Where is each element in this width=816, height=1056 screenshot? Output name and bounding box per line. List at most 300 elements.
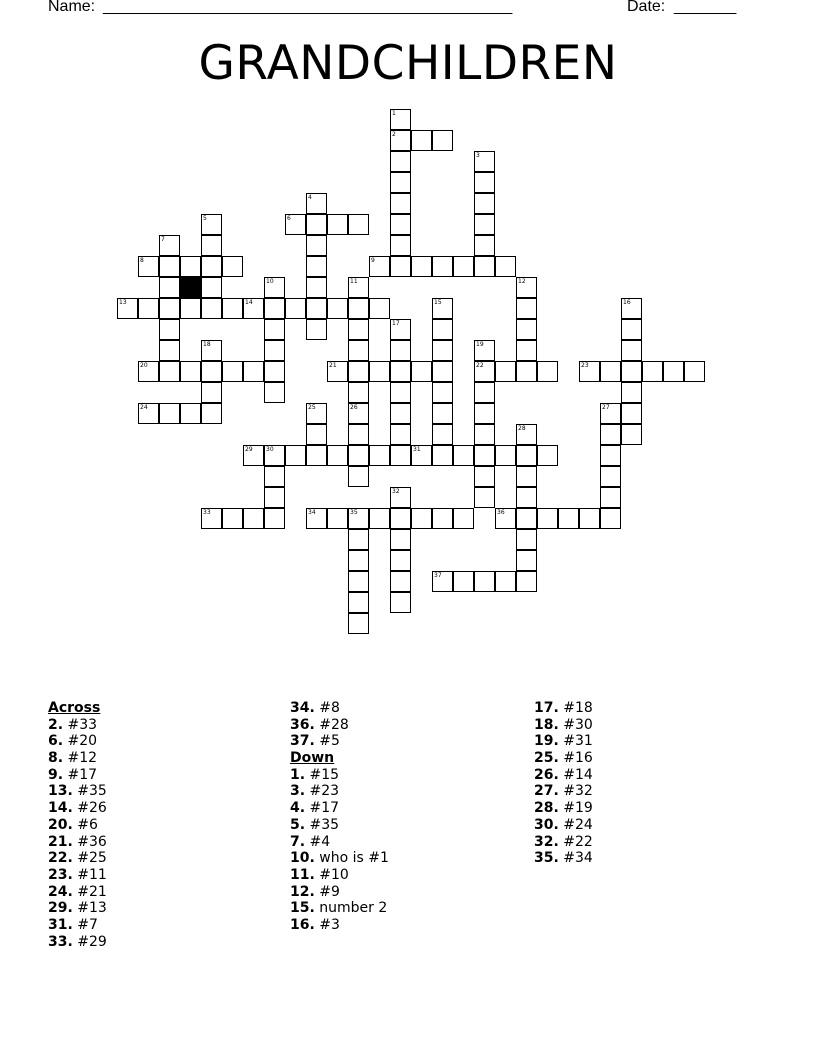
grid-cell[interactable] bbox=[327, 214, 348, 235]
grid-cell[interactable] bbox=[390, 193, 411, 214]
clue-item bbox=[48, 900, 107, 917]
grid-cell[interactable] bbox=[537, 508, 558, 529]
grid-cell[interactable] bbox=[516, 298, 537, 319]
clue-item bbox=[534, 850, 593, 867]
clue-text: #12 bbox=[67, 750, 98, 767]
grid-cell[interactable] bbox=[474, 382, 495, 403]
grid-cell[interactable] bbox=[264, 361, 285, 382]
grid-cell[interactable] bbox=[348, 466, 369, 487]
grid-cell[interactable] bbox=[201, 361, 222, 382]
grid-cell[interactable] bbox=[180, 256, 201, 277]
clue-number-label: 19 bbox=[476, 341, 484, 348]
clue-number: 19. bbox=[534, 733, 559, 750]
grid-cell[interactable] bbox=[474, 256, 495, 277]
clue-text: #30 bbox=[563, 716, 593, 733]
grid-cell[interactable] bbox=[369, 361, 390, 382]
clue-number-label: 33 bbox=[203, 509, 211, 516]
grid-cell[interactable] bbox=[516, 571, 537, 592]
grid-cell[interactable] bbox=[264, 466, 285, 487]
clue-item bbox=[534, 733, 593, 750]
clue-item bbox=[534, 834, 593, 851]
grid-cell[interactable] bbox=[621, 340, 642, 361]
grid-cell[interactable] bbox=[390, 340, 411, 361]
grid-cell[interactable] bbox=[663, 361, 684, 382]
clue-number: 23. bbox=[48, 866, 73, 883]
clue-text: #33 bbox=[67, 716, 98, 733]
clue-number-label: 1 bbox=[392, 110, 396, 117]
clue-number: 3. bbox=[290, 783, 306, 800]
grid-cell[interactable] bbox=[516, 319, 537, 340]
clue-text: #22 bbox=[563, 833, 593, 850]
grid-cell[interactable] bbox=[390, 571, 411, 592]
grid-cell[interactable] bbox=[222, 361, 243, 382]
grid-cell[interactable] bbox=[264, 508, 285, 529]
clue-item bbox=[290, 917, 389, 934]
clue-text: #9 bbox=[319, 883, 340, 900]
clue-item bbox=[534, 800, 593, 817]
clue-number: 14. bbox=[48, 800, 73, 817]
grid-cell[interactable] bbox=[222, 298, 243, 319]
grid-cell[interactable] bbox=[369, 298, 390, 319]
grid-cell[interactable] bbox=[306, 445, 327, 466]
grid-cell[interactable] bbox=[390, 256, 411, 277]
clue-number: 8. bbox=[48, 750, 64, 767]
grid-cell[interactable] bbox=[306, 319, 327, 340]
clue-text: #21 bbox=[77, 883, 107, 900]
clue-item bbox=[534, 767, 593, 784]
clue-text: #31 bbox=[563, 733, 593, 750]
grid-cell[interactable] bbox=[432, 361, 453, 382]
clue-number-label: 9 bbox=[371, 257, 375, 264]
clue-number-label: 35 bbox=[350, 509, 358, 516]
grid-cell[interactable] bbox=[495, 256, 516, 277]
clue-item bbox=[290, 850, 389, 867]
grid-cell[interactable] bbox=[348, 319, 369, 340]
clue-number: 16. bbox=[290, 916, 315, 933]
grid-cell[interactable] bbox=[369, 445, 390, 466]
clue-text: #19 bbox=[563, 800, 593, 817]
grid-cell[interactable] bbox=[516, 466, 537, 487]
grid-cell[interactable] bbox=[684, 361, 705, 382]
grid-cell[interactable] bbox=[474, 403, 495, 424]
date-label: Date: bbox=[627, 0, 666, 15]
grid-cell[interactable] bbox=[432, 508, 453, 529]
clue-item bbox=[48, 783, 107, 800]
clue-number-label: 7 bbox=[161, 236, 165, 243]
clue-number: 17. bbox=[534, 700, 559, 716]
clue-text: #16 bbox=[563, 750, 593, 767]
clue-item bbox=[534, 783, 593, 800]
grid-cell[interactable] bbox=[600, 508, 621, 529]
clue-heading-row bbox=[48, 700, 107, 717]
clue-number-label: 30 bbox=[266, 446, 274, 453]
grid-cell[interactable] bbox=[600, 361, 621, 382]
clue-number: 36. bbox=[290, 716, 315, 733]
grid-cell[interactable] bbox=[390, 382, 411, 403]
clue-number-label: 37 bbox=[434, 572, 442, 579]
clue-number-label: 23 bbox=[581, 362, 589, 369]
grid-cell[interactable] bbox=[264, 382, 285, 403]
grid-cell[interactable] bbox=[537, 361, 558, 382]
grid-cell[interactable] bbox=[201, 298, 222, 319]
clue-text: #25 bbox=[77, 850, 107, 867]
clue-column-3 bbox=[534, 700, 593, 867]
clue-number: 34. bbox=[290, 700, 315, 716]
grid-cell[interactable] bbox=[432, 130, 453, 151]
grid-cell[interactable] bbox=[159, 319, 180, 340]
grid-cell[interactable] bbox=[390, 529, 411, 550]
grid-cell[interactable] bbox=[390, 172, 411, 193]
clue-text: #17 bbox=[67, 766, 98, 783]
grid-cell[interactable] bbox=[432, 445, 453, 466]
grid-cell[interactable] bbox=[306, 424, 327, 445]
clue-number-label: 29 bbox=[245, 446, 253, 453]
clue-item bbox=[534, 700, 593, 717]
clue-text: #24 bbox=[563, 816, 593, 833]
grid-cell[interactable] bbox=[474, 424, 495, 445]
grid-cell[interactable] bbox=[348, 445, 369, 466]
grid-cell[interactable] bbox=[348, 382, 369, 403]
grid-cell[interactable] bbox=[411, 508, 432, 529]
clue-text: #20 bbox=[67, 733, 98, 750]
clue-text: #8 bbox=[319, 700, 340, 716]
clue-item bbox=[48, 917, 107, 934]
grid-cell[interactable] bbox=[432, 382, 453, 403]
grid-cell[interactable] bbox=[621, 361, 642, 382]
grid-cell[interactable] bbox=[621, 424, 642, 445]
clue-number: 7. bbox=[290, 833, 306, 850]
grid-cell[interactable] bbox=[390, 214, 411, 235]
grid-cell[interactable] bbox=[264, 298, 285, 319]
grid-cell[interactable] bbox=[516, 529, 537, 550]
grid-cell[interactable] bbox=[348, 613, 369, 634]
clue-text: #32 bbox=[563, 783, 593, 800]
clue-number: 31. bbox=[48, 916, 73, 933]
grid-cell[interactable] bbox=[474, 445, 495, 466]
grid-cell[interactable] bbox=[453, 445, 474, 466]
clue-number: 37. bbox=[290, 733, 315, 750]
clue-item bbox=[290, 783, 389, 800]
clue-number: 12. bbox=[290, 883, 315, 900]
clue-number-label: 12 bbox=[518, 278, 526, 285]
clue-item bbox=[48, 850, 107, 867]
clue-number-label: 27 bbox=[602, 404, 610, 411]
grid-cell[interactable] bbox=[474, 487, 495, 508]
grid-cell[interactable] bbox=[474, 571, 495, 592]
clue-item bbox=[290, 717, 389, 734]
clue-heading-row bbox=[290, 750, 389, 767]
clue-text: #11 bbox=[77, 866, 107, 883]
clue-number: 26. bbox=[534, 766, 559, 783]
grid-cell[interactable] bbox=[222, 256, 243, 277]
grid-cell[interactable] bbox=[306, 298, 327, 319]
clue-number: 6. bbox=[48, 733, 64, 750]
clue-item bbox=[290, 900, 389, 917]
clue-number: 21. bbox=[48, 833, 73, 850]
clue-text: #35 bbox=[77, 783, 107, 800]
grid-cell[interactable] bbox=[600, 487, 621, 508]
clue-number: 32. bbox=[534, 833, 559, 850]
grid-cell[interactable] bbox=[285, 445, 306, 466]
grid-cell[interactable] bbox=[348, 361, 369, 382]
clue-item bbox=[48, 934, 107, 951]
grid-cell[interactable] bbox=[201, 403, 222, 424]
clue-number-label: 25 bbox=[308, 404, 316, 411]
clue-text: #5 bbox=[319, 733, 340, 750]
grid-cell[interactable] bbox=[516, 508, 537, 529]
clue-text: #26 bbox=[77, 800, 107, 817]
clue-text: #7 bbox=[77, 916, 98, 933]
grid-cell[interactable] bbox=[138, 298, 159, 319]
grid-cell[interactable] bbox=[348, 298, 369, 319]
clue-number-label: 4 bbox=[308, 194, 312, 201]
grid-cell[interactable] bbox=[306, 256, 327, 277]
clue-number: 22. bbox=[48, 850, 73, 867]
grid-cell[interactable] bbox=[201, 382, 222, 403]
grid-cell[interactable] bbox=[474, 214, 495, 235]
clue-number-label: 5 bbox=[203, 215, 207, 222]
grid-cell[interactable] bbox=[516, 487, 537, 508]
clue-text: #17 bbox=[309, 800, 340, 817]
clue-item bbox=[290, 733, 389, 750]
clue-number: 1. bbox=[290, 766, 306, 783]
grid-cell[interactable] bbox=[201, 256, 222, 277]
clue-number-label: 11 bbox=[350, 278, 358, 285]
grid-cell[interactable] bbox=[264, 487, 285, 508]
grid-cell[interactable] bbox=[348, 571, 369, 592]
grid-cell[interactable] bbox=[432, 424, 453, 445]
name-field[interactable]: ______________________________________________ bbox=[103, 0, 513, 15]
grid-cell[interactable] bbox=[390, 151, 411, 172]
grid-cell[interactable] bbox=[159, 403, 180, 424]
clue-text: #35 bbox=[309, 816, 340, 833]
date-field[interactable]: _______ bbox=[674, 0, 737, 15]
clue-item bbox=[48, 884, 107, 901]
grid-cell[interactable] bbox=[159, 361, 180, 382]
clue-number: 20. bbox=[48, 816, 73, 833]
grid-cell[interactable] bbox=[432, 256, 453, 277]
clue-number: 18. bbox=[534, 716, 559, 733]
clue-item bbox=[290, 867, 389, 884]
grid-cell[interactable] bbox=[390, 508, 411, 529]
clue-number-label: 13 bbox=[119, 299, 127, 306]
grid-cell[interactable] bbox=[621, 319, 642, 340]
clue-number-label: 24 bbox=[140, 404, 148, 411]
grid-cell[interactable] bbox=[390, 550, 411, 571]
clue-section-heading: Down bbox=[290, 750, 335, 767]
grid-cell[interactable] bbox=[159, 298, 180, 319]
grid-cell[interactable] bbox=[390, 235, 411, 256]
clue-text: #28 bbox=[319, 716, 349, 733]
clue-text: #15 bbox=[309, 766, 340, 783]
grid-cell[interactable] bbox=[411, 256, 432, 277]
clue-number: 28. bbox=[534, 800, 559, 817]
clue-number: 13. bbox=[48, 783, 73, 800]
clue-item bbox=[48, 800, 107, 817]
clue-item bbox=[48, 767, 107, 784]
clue-number: 35. bbox=[534, 850, 559, 867]
grid-cell[interactable] bbox=[453, 508, 474, 529]
grid-cell[interactable] bbox=[516, 361, 537, 382]
grid-cell[interactable] bbox=[600, 445, 621, 466]
clue-number-label: 16 bbox=[623, 299, 631, 306]
clue-number: 15. bbox=[290, 900, 315, 917]
clue-item bbox=[290, 767, 389, 784]
clue-number: 27. bbox=[534, 783, 559, 800]
grid-cell[interactable] bbox=[516, 550, 537, 571]
clue-item bbox=[290, 884, 389, 901]
grid-cell[interactable] bbox=[432, 403, 453, 424]
grid-cell[interactable] bbox=[621, 382, 642, 403]
clue-item bbox=[290, 700, 389, 717]
grid-cell[interactable] bbox=[180, 403, 201, 424]
clue-item bbox=[48, 717, 107, 734]
clue-text: #6 bbox=[77, 816, 98, 833]
clue-number-label: 34 bbox=[308, 509, 316, 516]
clue-item bbox=[534, 717, 593, 734]
grid-cell[interactable] bbox=[390, 403, 411, 424]
clue-number-label: 17 bbox=[392, 320, 400, 327]
grid-cell[interactable] bbox=[348, 529, 369, 550]
clue-item bbox=[290, 800, 389, 817]
grid-cell[interactable] bbox=[600, 424, 621, 445]
clue-number: 24. bbox=[48, 883, 73, 900]
grid-cell[interactable] bbox=[495, 445, 516, 466]
grid-cell[interactable] bbox=[348, 340, 369, 361]
clue-text: #36 bbox=[77, 833, 107, 850]
grid-cell[interactable] bbox=[495, 571, 516, 592]
grid-cell[interactable] bbox=[306, 214, 327, 235]
clue-text: #10 bbox=[319, 866, 349, 883]
grid-cell[interactable] bbox=[348, 424, 369, 445]
clue-number: 33. bbox=[48, 933, 73, 950]
grid-cell[interactable] bbox=[390, 424, 411, 445]
clue-text: #4 bbox=[309, 833, 331, 850]
grid-cell[interactable] bbox=[432, 319, 453, 340]
grid-cell[interactable] bbox=[390, 361, 411, 382]
grid-cell[interactable] bbox=[159, 277, 180, 298]
grid-cell[interactable] bbox=[159, 340, 180, 361]
grid-cell[interactable] bbox=[201, 235, 222, 256]
clue-item bbox=[48, 733, 107, 750]
grid-cell[interactable] bbox=[327, 445, 348, 466]
clue-text: #14 bbox=[563, 766, 593, 783]
clue-number: 4. bbox=[290, 800, 306, 817]
clue-number-label: 15 bbox=[434, 299, 442, 306]
clue-item bbox=[290, 817, 389, 834]
puzzle-title: GRANDCHILDREN bbox=[198, 36, 618, 91]
grid-cell[interactable] bbox=[495, 361, 516, 382]
grid-cell[interactable] bbox=[474, 466, 495, 487]
clue-text: who is #1 bbox=[319, 850, 389, 867]
grid-cell[interactable] bbox=[264, 319, 285, 340]
grid-cell[interactable] bbox=[327, 298, 348, 319]
clue-number-label: 18 bbox=[203, 341, 211, 348]
grid-cell[interactable] bbox=[558, 508, 579, 529]
grid-cell[interactable] bbox=[222, 508, 243, 529]
clue-number: 25. bbox=[534, 750, 559, 767]
clue-number: 5. bbox=[290, 816, 306, 833]
clue-number-label: 22 bbox=[476, 362, 484, 369]
clue-column-2 bbox=[290, 700, 389, 934]
clue-text: #34 bbox=[563, 850, 593, 867]
clue-number-label: 26 bbox=[350, 404, 358, 411]
grid-cell[interactable] bbox=[285, 298, 306, 319]
grid-cell[interactable] bbox=[180, 298, 201, 319]
grid-cell[interactable] bbox=[348, 550, 369, 571]
grid-cell[interactable] bbox=[348, 214, 369, 235]
grid-cell[interactable] bbox=[453, 571, 474, 592]
grid-cell[interactable] bbox=[432, 340, 453, 361]
clue-number: 10. bbox=[290, 850, 315, 867]
clue-number-label: 10 bbox=[266, 278, 274, 285]
grid-cell[interactable] bbox=[537, 445, 558, 466]
clue-number: 2. bbox=[48, 716, 64, 733]
grid-cell[interactable] bbox=[348, 592, 369, 613]
grid-cell[interactable] bbox=[516, 445, 537, 466]
grid-cell[interactable] bbox=[579, 508, 600, 529]
grid-cell[interactable] bbox=[642, 361, 663, 382]
grid-cell[interactable] bbox=[474, 235, 495, 256]
clue-number: 29. bbox=[48, 900, 73, 917]
grid-cell[interactable] bbox=[600, 466, 621, 487]
grid-cell[interactable] bbox=[264, 340, 285, 361]
clue-number: 11. bbox=[290, 866, 315, 883]
clue-item bbox=[48, 750, 107, 767]
clue-number-label: 36 bbox=[497, 509, 505, 516]
clue-item bbox=[290, 834, 389, 851]
grid-cell[interactable] bbox=[201, 277, 222, 298]
clue-number: 30. bbox=[534, 816, 559, 833]
grid-cell[interactable] bbox=[474, 193, 495, 214]
clue-text: #29 bbox=[77, 933, 107, 950]
grid-cell[interactable] bbox=[411, 361, 432, 382]
grid-cell[interactable] bbox=[411, 130, 432, 151]
clue-item bbox=[534, 817, 593, 834]
grid-cell[interactable] bbox=[327, 508, 348, 529]
grid-cell[interactable] bbox=[243, 508, 264, 529]
clue-text: #18 bbox=[563, 700, 593, 716]
name-label: Name: bbox=[48, 0, 96, 15]
clue-column-1 bbox=[48, 700, 107, 950]
grid-cell[interactable] bbox=[306, 277, 327, 298]
clue-number-label: 28 bbox=[518, 425, 526, 432]
clue-number-label: 20 bbox=[140, 362, 148, 369]
clue-text: #13 bbox=[77, 900, 107, 917]
clue-number-label: 3 bbox=[476, 152, 480, 159]
grid-cell[interactable] bbox=[390, 592, 411, 613]
grid-cell[interactable] bbox=[369, 508, 390, 529]
clue-item bbox=[534, 750, 593, 767]
grid-cell[interactable] bbox=[474, 172, 495, 193]
grid-cell[interactable] bbox=[516, 340, 537, 361]
grid-cell[interactable] bbox=[243, 361, 264, 382]
grid-cell[interactable] bbox=[621, 403, 642, 424]
grid-cell[interactable] bbox=[306, 235, 327, 256]
clue-number-label: 6 bbox=[287, 215, 291, 222]
clue-item bbox=[48, 817, 107, 834]
black-cell bbox=[180, 277, 201, 298]
grid-cell[interactable] bbox=[180, 361, 201, 382]
grid-cell[interactable] bbox=[390, 445, 411, 466]
clue-text: number 2 bbox=[319, 900, 388, 917]
clue-item bbox=[48, 834, 107, 851]
grid-cell[interactable] bbox=[453, 256, 474, 277]
clue-text: #23 bbox=[309, 783, 340, 800]
grid-cell[interactable] bbox=[159, 256, 180, 277]
clue-number-label: 32 bbox=[392, 488, 400, 495]
clue-number: 9. bbox=[48, 766, 64, 783]
